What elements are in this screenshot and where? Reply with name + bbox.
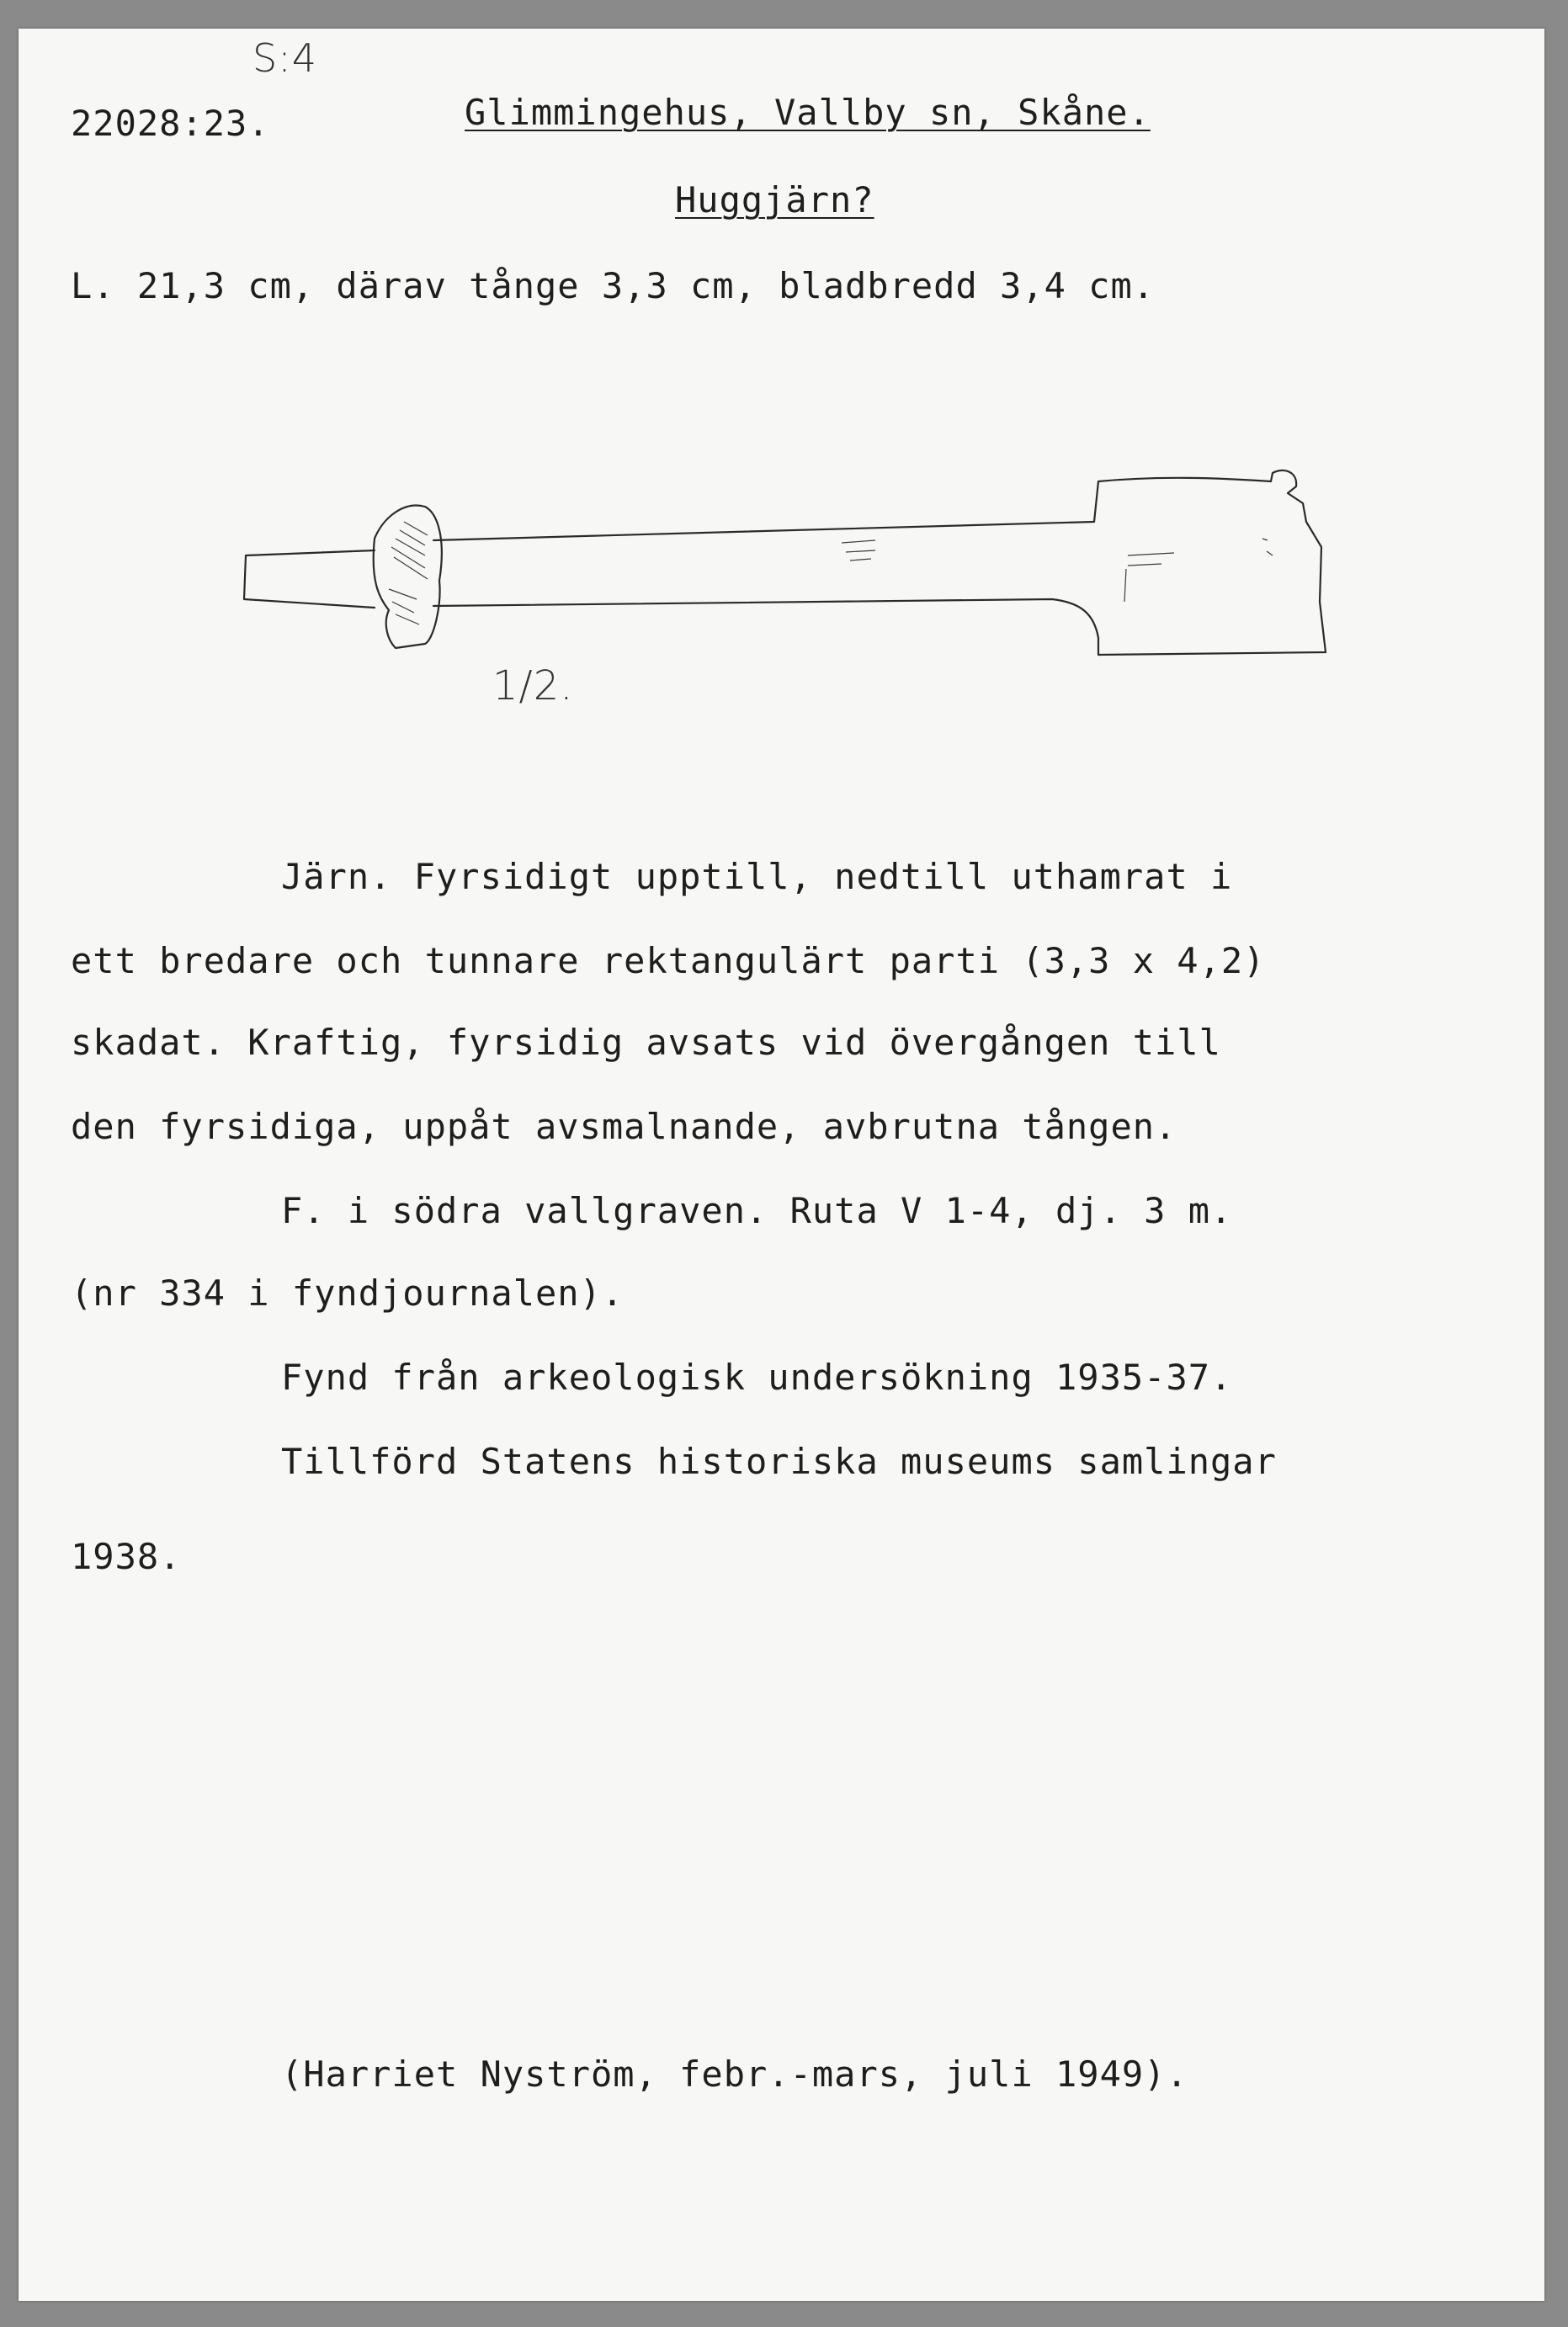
- stem-outline: [433, 522, 1098, 638]
- description-line-3: skadat. Kraftig, fyrsidig avsats vid övergången till: [71, 1022, 1221, 1063]
- handwritten-code: S:4: [252, 35, 317, 81]
- tang-outline: [244, 550, 375, 608]
- acquisition-line-1: Tillförd Statens historiska museums samlingar: [281, 1441, 1277, 1482]
- blade-outline: [1094, 470, 1326, 655]
- artifact-drawing: [0, 0, 1568, 757]
- excavation-text: Fynd från arkeologisk undersökning 1935-37.: [281, 1357, 1233, 1398]
- find-line-1: F. i södra vallgraven. Ruta V 1-4, dj. 3 m.: [281, 1190, 1233, 1231]
- description-line-1: Järn. Fyrsidigt upptill, nedtill uthamrat i: [281, 856, 1233, 897]
- author-note: (Harriet Nyström, febr.-mars, juli 1949).: [281, 2053, 1188, 2095]
- object-name: Huggjärn?: [675, 179, 874, 220]
- location-heading: Glimmingehus, Vallby sn, Skåne.: [465, 92, 1151, 133]
- description-line-4: den fyrsidiga, uppåt avsmalnande, avbrutna tången.: [71, 1106, 1177, 1147]
- dimensions-text: L. 21,3 cm, därav tånge 3,3 cm, bladbredd 3,4 cm.: [71, 265, 1156, 306]
- collar-outline: [374, 506, 442, 648]
- scale-note: 1/2.: [492, 662, 574, 709]
- find-line-2: (nr 334 i fyndjournalen).: [71, 1272, 625, 1314]
- catalog-number: 22028:23.: [71, 103, 270, 144]
- stem-texture: [842, 539, 1273, 602]
- acquisition-line-2: 1938.: [71, 1536, 182, 1577]
- description-line-2: ett bredare och tunnare rektangulärt parti (3,3 x 4,2): [71, 940, 1266, 981]
- collar-hatching: [389, 522, 428, 624]
